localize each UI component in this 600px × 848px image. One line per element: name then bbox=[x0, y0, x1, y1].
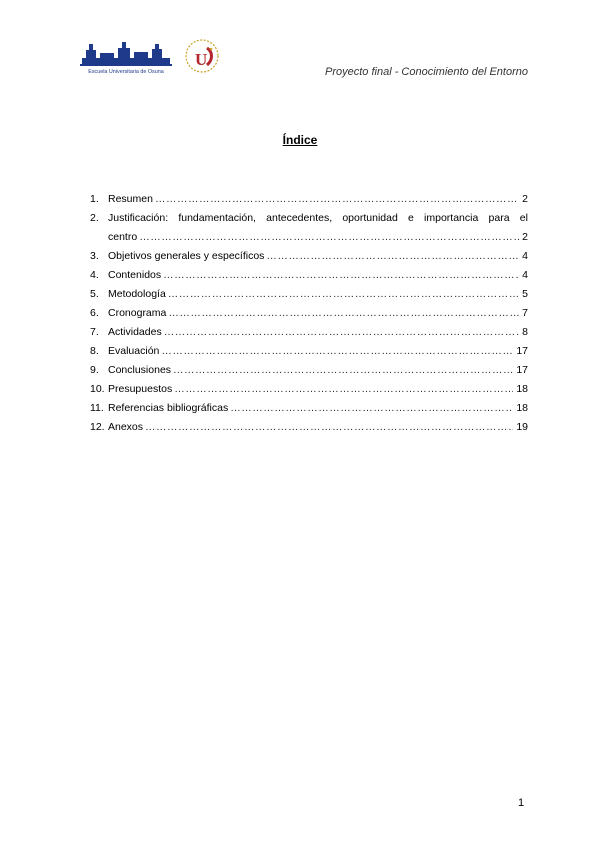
toc-leader bbox=[230, 399, 513, 418]
toc-number: 3. bbox=[90, 250, 99, 262]
toc-page: 19 bbox=[516, 421, 528, 433]
toc-page: 2 bbox=[522, 193, 528, 205]
toc-label: Presupuestos bbox=[108, 383, 173, 395]
toc-leader bbox=[174, 380, 513, 399]
toc-label: Resumen bbox=[108, 193, 153, 205]
toc-number: 10. bbox=[90, 383, 105, 395]
toc-leader bbox=[163, 266, 519, 285]
page-header bbox=[78, 38, 528, 78]
toc-number: 9. bbox=[90, 364, 99, 376]
toc-item[interactable] bbox=[90, 304, 528, 323]
toc-label: Objetivos generales y específicos bbox=[108, 250, 265, 262]
toc-page: 17 bbox=[516, 345, 528, 357]
toc-label: Cronograma bbox=[108, 307, 167, 319]
toc-item[interactable] bbox=[90, 342, 528, 361]
toc-number: 1. bbox=[90, 193, 99, 205]
toc-page: 4 bbox=[522, 269, 528, 281]
toc-page: 18 bbox=[516, 402, 528, 414]
toc-number: 8. bbox=[90, 345, 99, 357]
toc-leader bbox=[145, 418, 513, 437]
toc-label: Metodología bbox=[108, 288, 166, 300]
toc-page: 7 bbox=[522, 307, 528, 319]
toc-label: Conclusiones bbox=[108, 364, 172, 376]
toc-label: Evaluación bbox=[108, 345, 160, 357]
toc-label-line1: Justificación: fundamentación, antecedentes, oportunidad e importancia para el bbox=[108, 212, 528, 224]
toc-page: 17 bbox=[516, 364, 528, 376]
toc-label: Actividades bbox=[108, 326, 162, 338]
toc-item[interactable] bbox=[90, 190, 528, 209]
svg-text:U: U bbox=[195, 50, 208, 69]
toc-label: Contenidos bbox=[108, 269, 162, 281]
toc-label: Anexos bbox=[108, 421, 144, 433]
table-of-contents bbox=[90, 190, 528, 437]
toc-number: 7. bbox=[90, 326, 99, 338]
toc-item[interactable] bbox=[90, 380, 528, 399]
toc-leader bbox=[155, 190, 519, 209]
toc-number: 6. bbox=[90, 307, 99, 319]
page-number: 1 bbox=[518, 797, 525, 809]
toc-item[interactable] bbox=[90, 323, 528, 342]
logo-caption: Escuela Universitaria de Osuna bbox=[88, 69, 164, 75]
university-seal-icon bbox=[180, 38, 220, 74]
toc-number: 12. bbox=[90, 421, 105, 433]
toc-number: 5. bbox=[90, 288, 99, 300]
toc-leader bbox=[266, 247, 519, 266]
toc-item[interactable] bbox=[90, 285, 528, 304]
toc-label-line2: centro bbox=[108, 231, 138, 243]
toc-item[interactable] bbox=[90, 209, 528, 247]
toc-page: 18 bbox=[516, 383, 528, 395]
toc-item[interactable] bbox=[90, 266, 528, 285]
page-title: Índice bbox=[282, 133, 318, 147]
header-title: Proyecto final - Conocimiento del Entorno bbox=[325, 66, 528, 78]
toc-page: 8 bbox=[522, 326, 528, 338]
toc-item[interactable] bbox=[90, 399, 528, 418]
toc-leader bbox=[168, 304, 519, 323]
toc-label: Referencias bibliográficas bbox=[108, 402, 229, 414]
toc-number: 11. bbox=[90, 402, 104, 414]
toc-item[interactable] bbox=[90, 361, 528, 380]
toc-page: 4 bbox=[522, 250, 528, 262]
toc-leader bbox=[173, 361, 513, 380]
toc-number: 4. bbox=[90, 269, 99, 281]
toc-leader bbox=[168, 285, 519, 304]
toc-item[interactable] bbox=[90, 418, 528, 437]
university-logo-icon bbox=[78, 38, 174, 76]
toc-item[interactable] bbox=[90, 247, 528, 266]
toc-leader bbox=[164, 323, 519, 342]
toc-number: 2. bbox=[90, 212, 99, 224]
toc-page: 2 bbox=[522, 231, 528, 243]
toc-page: 5 bbox=[522, 288, 528, 300]
toc-leader bbox=[161, 342, 513, 361]
toc-leader bbox=[139, 228, 519, 247]
